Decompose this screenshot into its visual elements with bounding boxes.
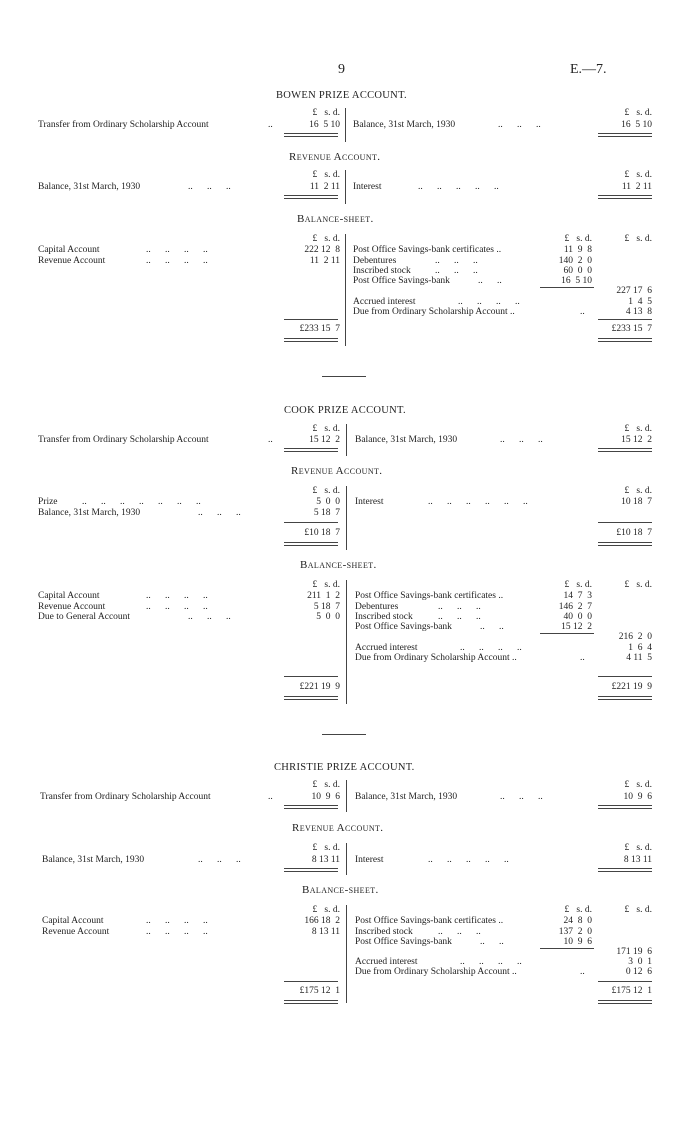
cook-bs-right-1-label: Debentures [355,602,399,612]
cook-bs-right-1-amount: 146 2 7 [558,602,592,612]
bowen-bs-right-2-dots: .. .. .. [435,266,478,276]
cook-bs-right-unit: £ s. d. [624,580,652,590]
cook-revenue-title: Revenue Account. [291,465,383,477]
bowen-title: BOWEN PRIZE ACCOUNT. [276,90,407,101]
cook-revenue-right-unit: £ s. d. [624,486,652,496]
cook-transfer-left-amount: 15 12 2 [309,435,340,445]
christie-transfer-divider [346,780,347,812]
cook-bs-right-3-amount: 15 12 2 [561,622,592,632]
christie-revenue-left-label: Balance, 31st March, 1930 [42,855,145,865]
total-rule [284,1000,338,1004]
christie-bs-extra-1-dots: .. [580,967,585,977]
bowen-bs-left-1-amount: 11 2 11 [309,256,340,266]
cook-revenue-right-dots: .. .. .. .. .. .. [428,497,528,507]
christie-revenue-right-amount: 8 13 11 [623,855,652,865]
cook-transfer-right-label: Balance, 31st March, 1930 [355,435,458,445]
cook-bs-left-2-label: Due to General Account [38,612,131,622]
total-rule [284,981,338,982]
subtotal-rule [540,287,594,288]
cook-bs-extra-0-dots: .. .. .. .. [460,643,522,653]
total-rule [598,542,652,546]
page-number: 9 [338,62,345,77]
christie-bs-right-1-amount: 137 2 0 [558,927,592,937]
christie-bs-extra-0-amount: 3 0 1 [628,957,652,967]
cook-bs-extra-1-amount: 4 11 5 [626,653,652,663]
christie-transfer-right-dots: .. .. .. [500,792,543,802]
cook-revenue-left-0-amount: 5 0 0 [316,497,340,507]
cook-transfer-right-amount: 15 12 2 [621,435,652,445]
christie-revenue-divider [346,843,347,875]
christie-transfer-left-amount: 10 9 6 [311,792,340,802]
christie-bs-extra-1-amount: 0 12 6 [625,967,652,977]
cook-bs-left-1-dots: .. .. .. .. [146,602,208,612]
bowen-revenue-right-dots: .. .. .. .. .. [418,182,499,192]
christie-bs-left-total: £175 12 1 [299,986,340,996]
christie-bs-right-2-label: Post Office Savings-bank [355,937,452,947]
total-rule [598,195,652,199]
bowen-transfer-right-unit: £ s. d. [624,108,652,118]
cook-transfer-right-dots: .. .. .. [500,435,543,445]
bowen-bs-left-0-amount: 222 12 8 [304,245,340,255]
total-rule [284,542,338,546]
cook-bs-left-1-label: Revenue Account [38,602,106,612]
cook-bs-right-0-label: Post Office Savings-bank certificates .. [355,591,504,601]
total-rule [284,805,338,809]
bowen-bs-left-0-label: Capital Account [38,245,100,255]
bowen-transfer-right-dots: .. .. .. [498,120,541,130]
christie-revenue-right-label: Interest [355,855,384,865]
bowen-bs-right-3-amount: 16 5 10 [561,276,592,286]
cook-bs-left-0-label: Capital Account [38,591,100,601]
christie-transfer-right-amount: 10 9 6 [623,792,652,802]
cook-bs-right-0-amount: 14 7 3 [563,591,592,601]
bowen-bs-extra-0-amount: 1 4 5 [628,297,652,307]
section-separator [322,734,366,735]
bowen-transfer-left-unit: £ s. d. [312,108,340,118]
bowen-revenue-left-label: Balance, 31st March, 1930 [38,182,141,192]
christie-bs-right-1-dots: .. .. .. [438,927,481,937]
total-rule [598,676,652,677]
bowen-bs-right-1-dots: .. .. .. [435,256,478,266]
cook-bs-right-2-dots: .. .. .. [438,612,481,622]
bowen-bs-extra-1-label: Due from Ordinary Scholarship Account .. [353,307,515,317]
cook-bs-mid-unit: £ s. d. [564,580,592,590]
christie-revenue-right-dots: .. .. .. .. .. [428,855,509,865]
bowen-bs-right-3-label: Post Office Savings-bank [353,276,450,286]
cook-revenue-left-1-label: Balance, 31st March, 1930 [38,508,141,518]
total-rule [598,805,652,809]
cook-revenue-left-1-amount: 5 18 7 [313,508,340,518]
cook-bs-extra-0-amount: 1 6 4 [628,643,652,653]
christie-bs-right-0-label: Post Office Savings-bank certificates .. [355,916,504,926]
cook-revenue-right-amount: 10 18 7 [621,497,652,507]
bowen-transfer-left-label: Transfer from Ordinary Scholarship Account [38,120,209,130]
cook-bs-left-0-amount: 211 1 2 [307,591,340,601]
bowen-revenue-left-dots: .. .. .. [188,182,231,192]
cook-bs-right-total: £221 19 9 [611,682,652,692]
cook-bs-extra-0-label: Accrued interest [355,643,418,653]
christie-bs-right-unit: £ s. d. [624,905,652,915]
bowen-bs-extra-1-amount: 4 13 8 [625,307,652,317]
bowen-transfer-left-amount: 16 5 10 [309,120,340,130]
section-separator [322,376,366,377]
cook-revenue-right-label: Interest [355,497,384,507]
christie-bs-left-1-amount: 8 13 11 [311,927,340,937]
total-rule [284,195,338,199]
total-rule [284,696,338,700]
total-rule [284,448,338,452]
cook-bs-left-0-dots: .. .. .. .. [146,591,208,601]
total-rule [598,319,652,320]
bowen-bs-right-0-amount: 11 9 8 [563,245,592,255]
christie-bs-left-1-dots: .. .. .. .. [146,927,208,937]
bowen-bs-extra-0-dots: .. .. .. .. [458,297,520,307]
cook-bs-right-2-amount: 40 0 0 [563,612,592,622]
christie-bs-right-2-amount: 10 9 6 [563,937,592,947]
total-rule [598,522,652,523]
bowen-bs-right-2-amount: 60 0 0 [563,266,592,276]
cook-bs-right-2-label: Inscribed stock [355,612,413,622]
cook-transfer-right-unit: £ s. d. [624,424,652,434]
bowen-bs-mid-unit: £ s. d. [564,234,592,244]
bowen-balance-title: Balance-sheet. [297,213,374,225]
bowen-transfer-right-label: Balance, 31st March, 1930 [353,120,456,130]
bowen-revenue-title: Revenue Account. [289,151,381,163]
cook-bs-left-1-amount: 5 18 7 [313,602,340,612]
bowen-bs-right-1-label: Debentures [353,256,397,266]
cook-bs-left-unit: £ s. d. [312,580,340,590]
cook-revenue-left-0-dots: .. .. .. .. .. .. .. [82,497,201,507]
cook-bs-right-3-label: Post Office Savings-bank [355,622,452,632]
christie-revenue-left-dots: .. .. .. [198,855,241,865]
bowen-bs-right-unit: £ s. d. [624,234,652,244]
bowen-bs-right-total: £233 15 7 [611,324,652,334]
christie-bs-extra-1-label: Due from Ordinary Scholarship Account .. [355,967,517,977]
cook-transfer-left-dots: .. [268,435,273,445]
cook-revenue-left-0-label: Prize [38,497,58,507]
bowen-revenue-right-unit: £ s. d. [624,170,652,180]
total-rule [598,448,652,452]
christie-transfer-right-label: Balance, 31st March, 1930 [355,792,458,802]
bowen-transfer-divider [345,108,346,142]
bowen-bs-extra-1-dots: .. [580,307,585,317]
total-rule [284,868,338,872]
cook-revenue-left-total: £10 18 7 [304,528,340,538]
christie-bs-mid-unit: £ s. d. [564,905,592,915]
cook-bs-subtotal: 216 2 0 [618,632,652,642]
bowen-transfer-right-amount: 16 5 10 [621,120,652,130]
christie-transfer-left-dots: .. [268,792,273,802]
bowen-bs-left-1-dots: .. .. .. .. [146,256,208,266]
bowen-revenue-right-amount: 11 2 11 [621,182,652,192]
cook-transfer-left-unit: £ s. d. [312,424,340,434]
christie-transfer-left-label: Transfer from Ordinary Scholarship Account [40,792,211,802]
bowen-revenue-divider [345,170,346,204]
bowen-transfer-left-dots: .. [268,120,273,130]
christie-transfer-right-unit: £ s. d. [624,780,652,790]
subtotal-rule [540,633,594,634]
total-rule [598,133,652,137]
cook-bs-left-2-dots: .. .. .. [188,612,231,622]
christie-bs-left-unit: £ s. d. [312,905,340,915]
bowen-bs-subtotal: 227 17 6 [616,286,652,296]
cook-bs-right-3-dots: .. .. [480,622,504,632]
total-rule [598,338,652,342]
bowen-bs-extra-0-label: Accrued interest [353,297,416,307]
cook-revenue-divider [346,486,347,550]
christie-balance-title: Balance-sheet. [302,884,379,896]
total-rule [598,696,652,700]
total-rule [284,319,338,320]
total-rule [284,133,338,137]
bowen-bs-divider [345,234,346,346]
total-rule [598,1000,652,1004]
christie-bs-left-1-label: Revenue Account [42,927,110,937]
christie-bs-extra-0-label: Accrued interest [355,957,418,967]
christie-revenue-left-unit: £ s. d. [312,843,340,853]
bowen-revenue-left-unit: £ s. d. [312,170,340,180]
cook-bs-extra-1-label: Due from Ordinary Scholarship Account .. [355,653,517,663]
bowen-bs-right-3-dots: .. .. [478,276,502,286]
total-rule [284,338,338,342]
christie-bs-subtotal: 171 19 6 [616,947,652,957]
christie-bs-right-total: £175 12 1 [611,986,652,996]
cook-bs-left-total: £221 19 9 [299,682,340,692]
christie-bs-left-0-amount: 166 18 2 [304,916,340,926]
bowen-bs-right-0-label: Post Office Savings-bank certificates .. [353,245,502,255]
christie-bs-left-0-label: Capital Account [42,916,104,926]
bowen-revenue-left-amount: 11 2 11 [309,182,340,192]
cook-revenue-left-1-dots: .. .. .. [198,508,241,518]
christie-bs-left-0-dots: .. .. .. .. [146,916,208,926]
christie-revenue-title: Revenue Account. [292,822,384,834]
total-rule [284,522,338,523]
subtotal-rule [540,948,594,949]
cook-transfer-divider [346,424,347,456]
christie-transfer-left-unit: £ s. d. [312,780,340,790]
bowen-bs-right-2-label: Inscribed stock [353,266,411,276]
bowen-bs-left-0-dots: .. .. .. .. [146,245,208,255]
bowen-bs-left-1-label: Revenue Account [38,256,106,266]
cook-bs-extra-1-dots: .. [580,653,585,663]
christie-bs-right-0-amount: 24 8 0 [563,916,592,926]
total-rule [284,676,338,677]
christie-bs-right-2-dots: .. .. [480,937,504,947]
cook-bs-left-2-amount: 5 0 0 [316,612,340,622]
cook-title: COOK PRIZE ACCOUNT. [284,405,406,416]
total-rule [598,868,652,872]
christie-bs-extra-0-dots: .. .. .. .. [460,957,522,967]
christie-revenue-left-amount: 8 13 11 [311,855,340,865]
bowen-revenue-right-label: Interest [353,182,382,192]
cook-transfer-left-label: Transfer from Ordinary Scholarship Account [38,435,209,445]
bowen-bs-left-unit: £ s. d. [312,234,340,244]
page-reference: E.—7. [570,62,607,77]
cook-balance-title: Balance-sheet. [300,559,377,571]
cook-bs-divider [346,580,347,704]
christie-bs-right-1-label: Inscribed stock [355,927,413,937]
bowen-bs-right-1-amount: 140 2 0 [558,256,592,266]
christie-revenue-right-unit: £ s. d. [624,843,652,853]
christie-title: CHRISTIE PRIZE ACCOUNT. [274,762,415,773]
christie-bs-divider [346,905,347,1003]
cook-bs-right-1-dots: .. .. .. [438,602,481,612]
cook-revenue-right-total: £10 18 7 [616,528,652,538]
cook-revenue-left-unit: £ s. d. [312,486,340,496]
total-rule [598,981,652,982]
bowen-bs-left-total: £233 15 7 [299,324,340,334]
